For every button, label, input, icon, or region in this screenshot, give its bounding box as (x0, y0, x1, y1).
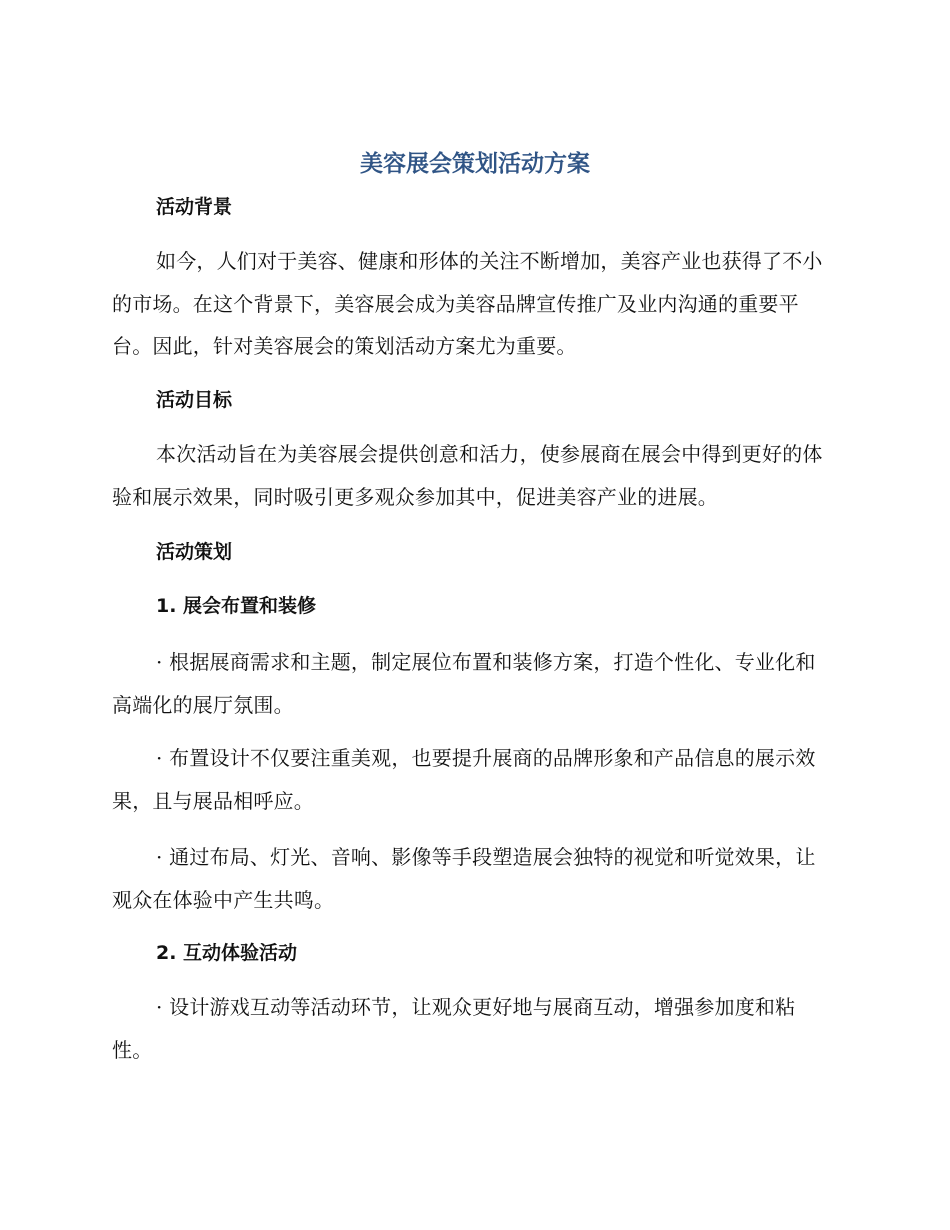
section-heading-background: 活动背景 (156, 196, 233, 218)
goal-paragraph: 本次活动旨在为美容展会提供创意和活力，使参展商在展会中得到更好的体验和展示效果，同时吸引更多观众参加其中，促进美容产业的进展。 (112, 442, 823, 509)
subsection-heading-interactive: 2. 互动体验活动 (156, 942, 298, 964)
section-heading-planning: 活动策划 (156, 541, 233, 563)
subsection-heading-layout: 1. 展会布置和装修 (156, 595, 317, 617)
background-paragraph: 如今，人们对于美容、健康和形体的关注不断增加，美容产业也获得了不小的市场。在这个背景下，美容展会成为美容品牌宣传推广及业内沟通的重要平台。因此，针对美容展会的策划活动方案尤为重要。 (112, 249, 823, 358)
interactive-bullet: · 设计游戏互动等活动环节，让观众更好地与展商互动，增强参加度和粘性。 (112, 995, 796, 1062)
section-heading-goal: 活动目标 (156, 389, 233, 411)
document-title: 美容展会策划活动方案 (360, 151, 590, 177)
layout-bullet: · 通过布局、灯光、音响、影像等手段塑造展会独特的视觉和听觉效果，让观众在体验中产生共鸣。 (112, 845, 816, 912)
layout-bullet: · 根据展商需求和主题，制定展位布置和装修方案，打造个性化、专业化和高端化的展厅氛围。 (112, 650, 816, 717)
layout-bullet: · 布置设计不仅要注重美观，也要提升展商的品牌形象和产品信息的展示效果，且与展品相呼应。 (112, 746, 816, 813)
